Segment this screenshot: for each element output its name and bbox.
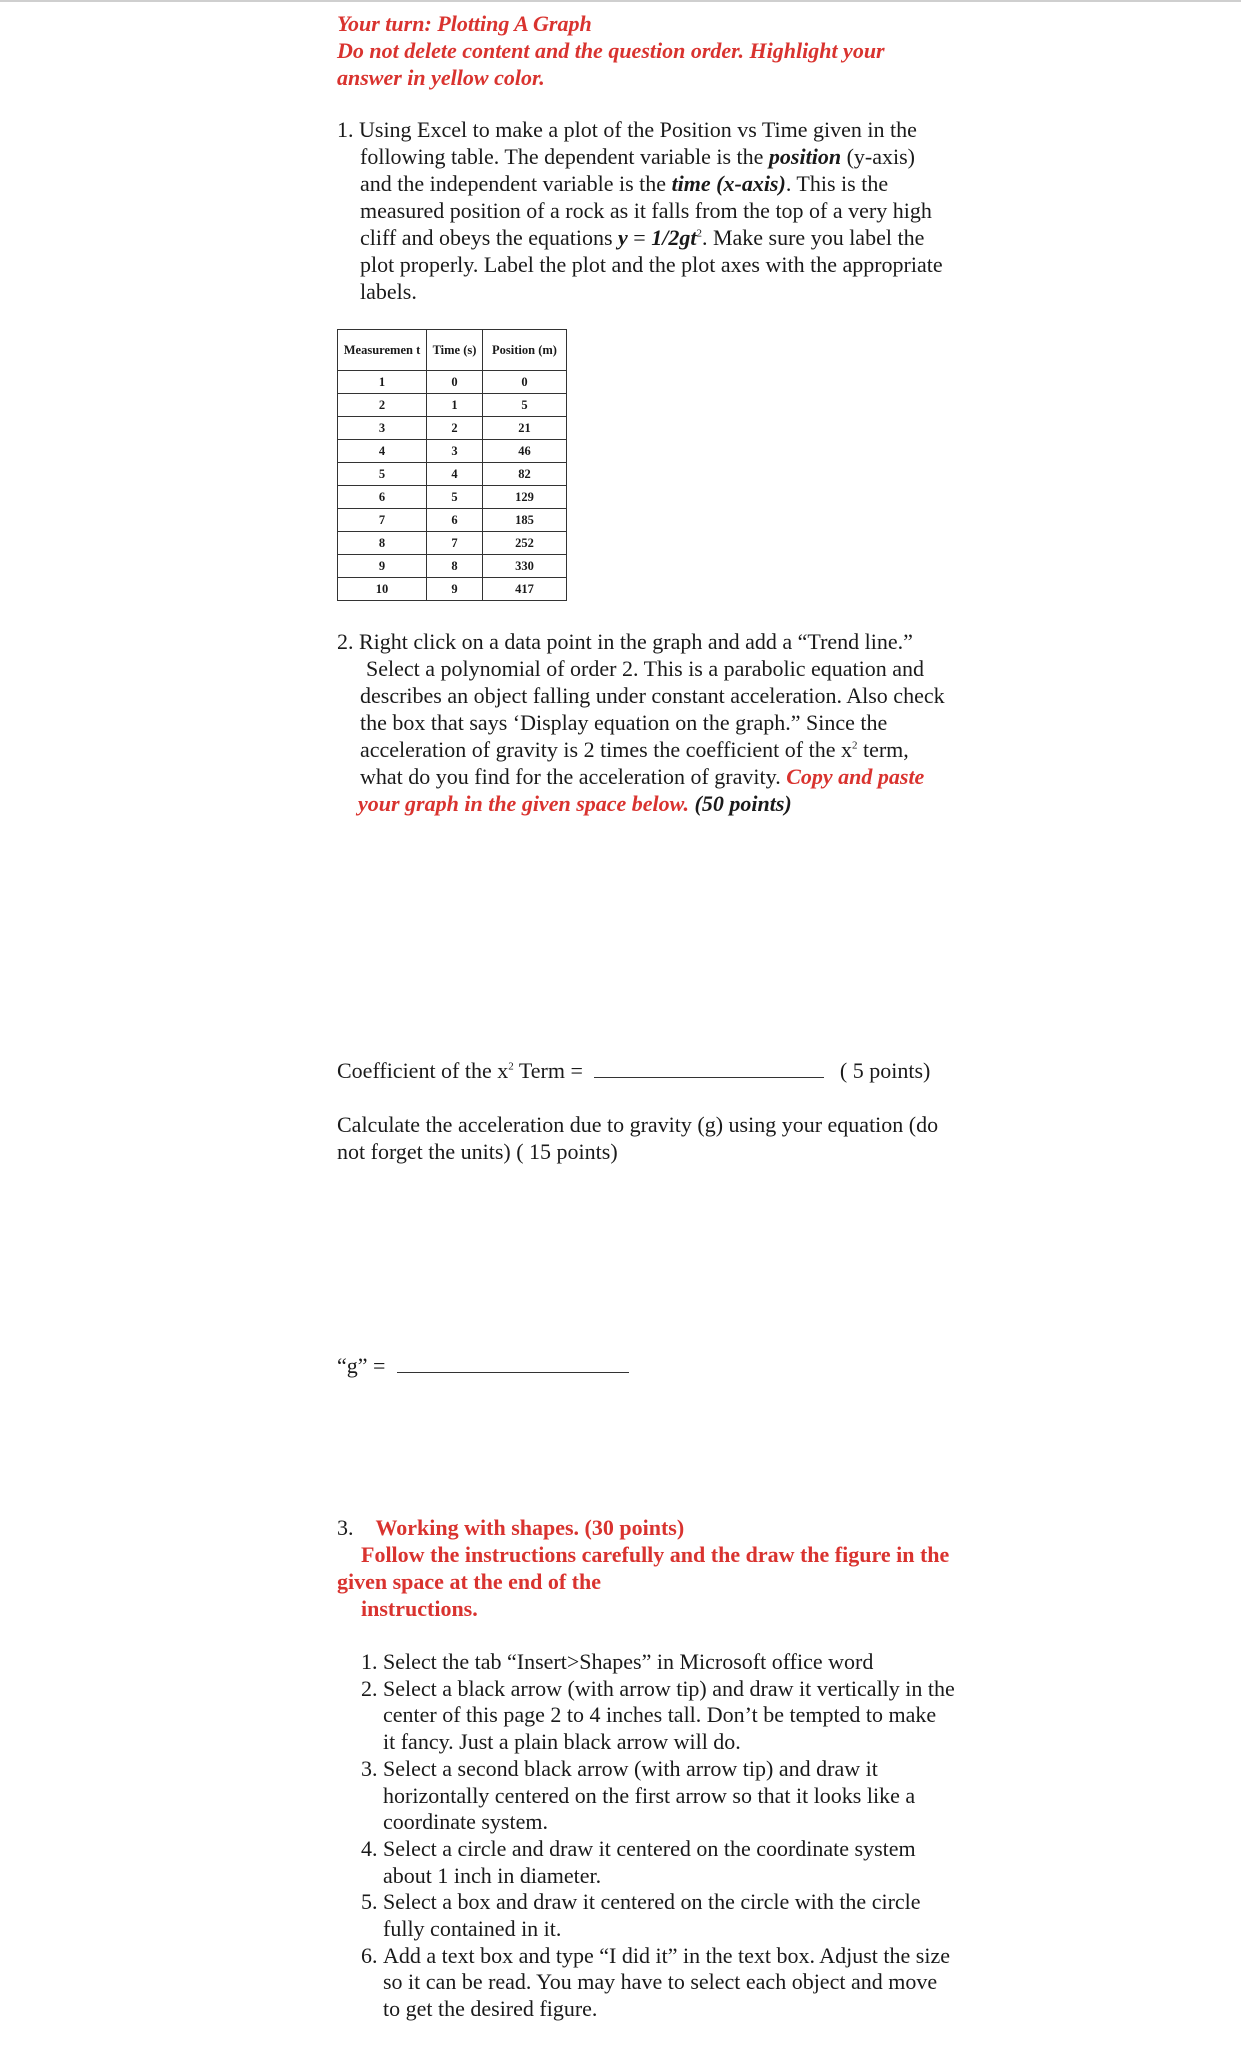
header-instruction-1: Do not delete content and the question order. Highlight your bbox=[337, 38, 885, 63]
coefficient-label: Coefficient of the x bbox=[337, 1058, 509, 1083]
q3-step-item bbox=[361, 1676, 955, 1756]
q2-line: what do you find for the acceleration of gravity. bbox=[360, 764, 787, 789]
cell-position: 185 bbox=[483, 509, 567, 532]
q3-step-number: 4. bbox=[361, 1835, 378, 1861]
q3-step-number: 1. bbox=[361, 1649, 378, 1674]
cell-measurement: 2 bbox=[338, 394, 427, 417]
q3-step-line: horizontally centered on the first arrow so that it looks like a bbox=[383, 1782, 916, 1808]
header-position: Position (m) bbox=[483, 330, 567, 371]
q3-title: Working with shapes. (30 points) bbox=[375, 1515, 685, 1540]
q3-step-item bbox=[361, 1756, 955, 1836]
cell-measurement: 3 bbox=[338, 417, 427, 440]
page-top-border bbox=[0, 0, 1241, 2]
q1-position-term: position bbox=[768, 144, 842, 169]
q3-step-line: Add a text box and type “I did it” in the text box. Adjust the size bbox=[383, 1942, 950, 1968]
q1-line: measured position of a rock as it falls from the top of a very high bbox=[360, 198, 932, 223]
q3-step-line: Select a black arrow (with arrow tip) and draw it vertically in the bbox=[383, 1675, 955, 1701]
q1-line: . Make sure you label the bbox=[701, 225, 925, 250]
q3-step-line: about 1 inch in diameter. bbox=[383, 1862, 602, 1888]
q3-step-number: 3. bbox=[361, 1755, 378, 1781]
g-label: “g” = bbox=[337, 1353, 391, 1378]
q3-number: 3. bbox=[337, 1515, 354, 1540]
q2-copy-paste-instruction: Copy and paste bbox=[786, 764, 925, 789]
cell-time: 0 bbox=[427, 371, 483, 394]
table-header-row bbox=[338, 330, 567, 371]
q1-line: Using Excel to make a plot of the Position vs Time given in the bbox=[359, 117, 917, 142]
calc-line: not forget the units) ( 15 points) bbox=[337, 1139, 618, 1164]
q1-time-term: time (x-axis) bbox=[671, 171, 786, 196]
cell-measurement: 6 bbox=[338, 486, 427, 509]
g-answer-line bbox=[337, 1352, 629, 1379]
question-2 bbox=[337, 628, 945, 817]
coefficient-answer-blank[interactable] bbox=[594, 1077, 824, 1078]
q3-step-item bbox=[361, 1836, 955, 1889]
cell-position: 129 bbox=[483, 486, 567, 509]
q2-exponent: 2 bbox=[851, 739, 858, 752]
q3-instruction: instructions. bbox=[361, 1596, 478, 1621]
q1-line: cliff and obeys the equations bbox=[360, 225, 619, 250]
header-instruction-2: answer in yellow color. bbox=[337, 65, 545, 90]
table-row bbox=[338, 417, 567, 440]
header-time: Time (s) bbox=[427, 330, 483, 371]
cell-position: 21 bbox=[483, 417, 567, 440]
cell-position: 330 bbox=[483, 555, 567, 578]
q2-line: the box that says ‘Display equation on the graph.” Since the bbox=[360, 710, 888, 735]
cell-time: 8 bbox=[427, 555, 483, 578]
header-title: Your turn: Plotting A Graph bbox=[337, 11, 592, 36]
q3-step-line: so it can be read. You may have to select each object and move bbox=[383, 1969, 938, 1995]
q3-step-line: Select a second black arrow (with arrow tip) and draw it bbox=[383, 1755, 878, 1781]
cell-position: 5 bbox=[483, 394, 567, 417]
q2-line: term, bbox=[857, 737, 909, 762]
cell-time: 3 bbox=[427, 440, 483, 463]
g-answer-blank[interactable] bbox=[397, 1372, 629, 1373]
q2-line: acceleration of gravity is 2 times the coefficient of the x bbox=[360, 737, 852, 762]
data-table bbox=[337, 329, 567, 601]
coefficient-answer-line bbox=[337, 1057, 930, 1084]
q3-step-number: 6. bbox=[361, 1942, 378, 1968]
q2-graph-space-instruction: your graph in the given space below. bbox=[358, 791, 690, 816]
assignment-header bbox=[337, 10, 987, 91]
q3-step-line: to get the desired figure. bbox=[383, 1996, 598, 2022]
cell-time: 1 bbox=[427, 394, 483, 417]
q1-equation-exponent: 2 bbox=[696, 227, 702, 240]
table-row bbox=[338, 440, 567, 463]
cell-measurement: 1 bbox=[338, 371, 427, 394]
cell-time: 2 bbox=[427, 417, 483, 440]
q3-step-number: 5. bbox=[361, 1889, 378, 1915]
cell-measurement: 7 bbox=[338, 509, 427, 532]
q3-step-line: fully contained in it. bbox=[383, 1916, 562, 1942]
q3-steps-list bbox=[361, 1649, 955, 2023]
q3-step-item bbox=[361, 1649, 955, 1676]
q3-step-line: Select a circle and draw it centered on the coordinate system bbox=[383, 1835, 916, 1861]
q1-line: plot properly. Label the plot and the plot axes with the appropriate bbox=[360, 252, 943, 277]
q3-instruction: given space at the end of the bbox=[337, 1569, 601, 1594]
question-3 bbox=[337, 1514, 949, 1622]
table-row bbox=[338, 532, 567, 555]
q3-step-line: Select the tab “Insert>Shapes” in Microsoft office word bbox=[383, 1649, 874, 1674]
table-row bbox=[338, 555, 567, 578]
q1-line: (y-axis) bbox=[841, 144, 915, 169]
q3-instruction: Follow the instructions carefully and the draw the figure in the bbox=[361, 1542, 950, 1567]
q1-number: 1. bbox=[337, 117, 354, 142]
q1-equation-rhs: 1/2gt bbox=[651, 225, 697, 250]
cell-position: 46 bbox=[483, 440, 567, 463]
cell-time: 5 bbox=[427, 486, 483, 509]
cell-time: 9 bbox=[427, 578, 483, 601]
cell-time: 6 bbox=[427, 509, 483, 532]
cell-time: 7 bbox=[427, 532, 483, 555]
calc-line: Calculate the acceleration due to gravity (g) using your equation (do bbox=[337, 1112, 939, 1137]
q3-step-line: center of this page 2 to 4 inches tall. Don’t be tempted to make bbox=[383, 1702, 937, 1728]
cell-position: 417 bbox=[483, 578, 567, 601]
calculate-g-question bbox=[337, 1111, 938, 1165]
q2-line: 2. Right click on a data point in the graph and add a “Trend line.” bbox=[337, 629, 913, 654]
table-row bbox=[338, 371, 567, 394]
q1-equation-equals: = bbox=[627, 225, 652, 250]
q3-step-line: coordinate system. bbox=[383, 1809, 548, 1835]
q1-line: . This is the bbox=[785, 171, 889, 196]
q3-step-number: 2. bbox=[361, 1675, 378, 1701]
q3-step-item bbox=[361, 1889, 955, 1942]
table-row bbox=[338, 394, 567, 417]
cell-position: 82 bbox=[483, 463, 567, 486]
q1-line: and the independent variable is the bbox=[360, 171, 672, 196]
cell-measurement: 4 bbox=[338, 440, 427, 463]
q3-step-line: Select a box and draw it centered on the circle with the circle bbox=[383, 1889, 921, 1915]
cell-position: 0 bbox=[483, 371, 567, 394]
cell-measurement: 5 bbox=[338, 463, 427, 486]
coefficient-points: ( 5 points) bbox=[839, 1058, 931, 1083]
table-row bbox=[338, 578, 567, 601]
q1-line: following table. The dependent variable is the bbox=[360, 144, 769, 169]
cell-measurement: 9 bbox=[338, 555, 427, 578]
q1-equation-y: y bbox=[618, 225, 628, 250]
cell-measurement: 8 bbox=[338, 532, 427, 555]
cell-measurement: 10 bbox=[338, 578, 427, 601]
table-row bbox=[338, 463, 567, 486]
q2-line: Select a polynomial of order 2. This is a parabolic equation and bbox=[366, 656, 924, 681]
cell-time: 4 bbox=[427, 463, 483, 486]
q1-line: labels. bbox=[360, 279, 417, 304]
table-row bbox=[338, 486, 567, 509]
coefficient-exponent: 2 bbox=[508, 1060, 514, 1073]
question-1 bbox=[337, 116, 943, 305]
header-measurement: Measuremen t bbox=[338, 330, 427, 371]
coefficient-label-end: Term = bbox=[513, 1058, 589, 1083]
q2-points: (50 points) bbox=[689, 791, 792, 816]
table-row bbox=[338, 509, 567, 532]
q3-step-line: it fancy. Just a plain black arrow will do. bbox=[383, 1729, 741, 1755]
cell-position: 252 bbox=[483, 532, 567, 555]
q3-step-item bbox=[361, 1943, 955, 2023]
q2-line: describes an object falling under constant acceleration. Also check bbox=[360, 683, 945, 708]
